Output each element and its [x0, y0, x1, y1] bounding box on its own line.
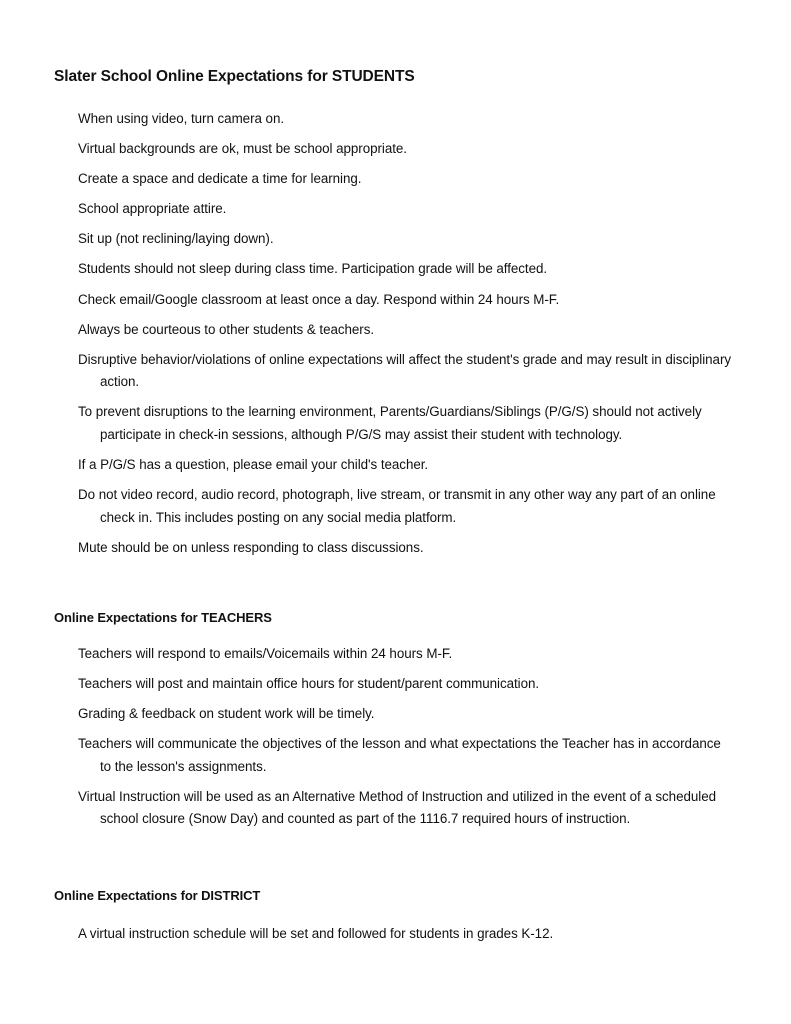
list-item: Grading & feedback on student work will be timely. — [78, 706, 375, 722]
list-item: Virtual Instruction will be used as an Alternative Method of Instruction and utilized in the event of a scheduled school closure (Snow Day) and counted as part of the 1116.7 required hours of instruction. — [78, 788, 716, 827]
list-item: Sit up (not reclining/laying down). — [78, 231, 274, 247]
list-item: Do not video record, audio record, photograph, live stream, or transmit in any other way any part of an online check in. This includes posting on any social media platform. — [78, 487, 716, 525]
students-expectations-list — [78, 108, 733, 567]
district-expectations-list — [78, 923, 733, 953]
page-title: Slater School Online Expectations for STUDENTS — [54, 68, 415, 85]
teachers-section-title: Online Expectations for TEACHERS — [54, 610, 272, 625]
list-item: Mute should be on unless responding to class discussions. — [78, 539, 424, 555]
teachers-expectations-list — [78, 643, 733, 838]
list-item: Virtual backgrounds are ok, must be school appropriate. — [78, 141, 407, 157]
list-item: When using video, turn camera on. — [78, 111, 285, 126]
district-section-title: Online Expectations for DISTRICT — [54, 888, 261, 903]
list-item: To prevent disruptions to the learning environment, Parents/Guardians/Siblings (P/G/S) should not actively participate in check-in sessions, although P/G/S may assist their student with technology. — [78, 404, 702, 442]
list-item: A virtual instruction schedule will be set and followed for students in grades K-12. — [78, 926, 554, 941]
list-item: Students should not sleep during class time. Participation grade will be affected. — [78, 261, 548, 277]
list-item: Teachers will respond to emails/Voicemails within 24 hours M-F. — [78, 646, 453, 661]
list-item: Check email/Google classroom at least once a day. Respond within 24 hours M-F. — [78, 291, 560, 307]
list-item: Create a space and dedicate a time for learning. — [78, 171, 362, 187]
list-item: Teachers will post and maintain office hours for student/parent communication. — [78, 676, 540, 692]
list-item: School appropriate attire. — [78, 201, 227, 217]
list-item: Disruptive behavior/violations of online expectations will affect the student's grade and may result in disciplinary action. — [78, 351, 732, 390]
list-item: Always be courteous to other students & teachers. — [78, 321, 375, 337]
list-item: If a P/G/S has a question, please email your child's teacher. — [78, 456, 429, 472]
list-item: Teachers will communicate the objectives of the lesson and what expectations the Teacher has in accordance to the lesson's assignments. — [78, 736, 721, 774]
